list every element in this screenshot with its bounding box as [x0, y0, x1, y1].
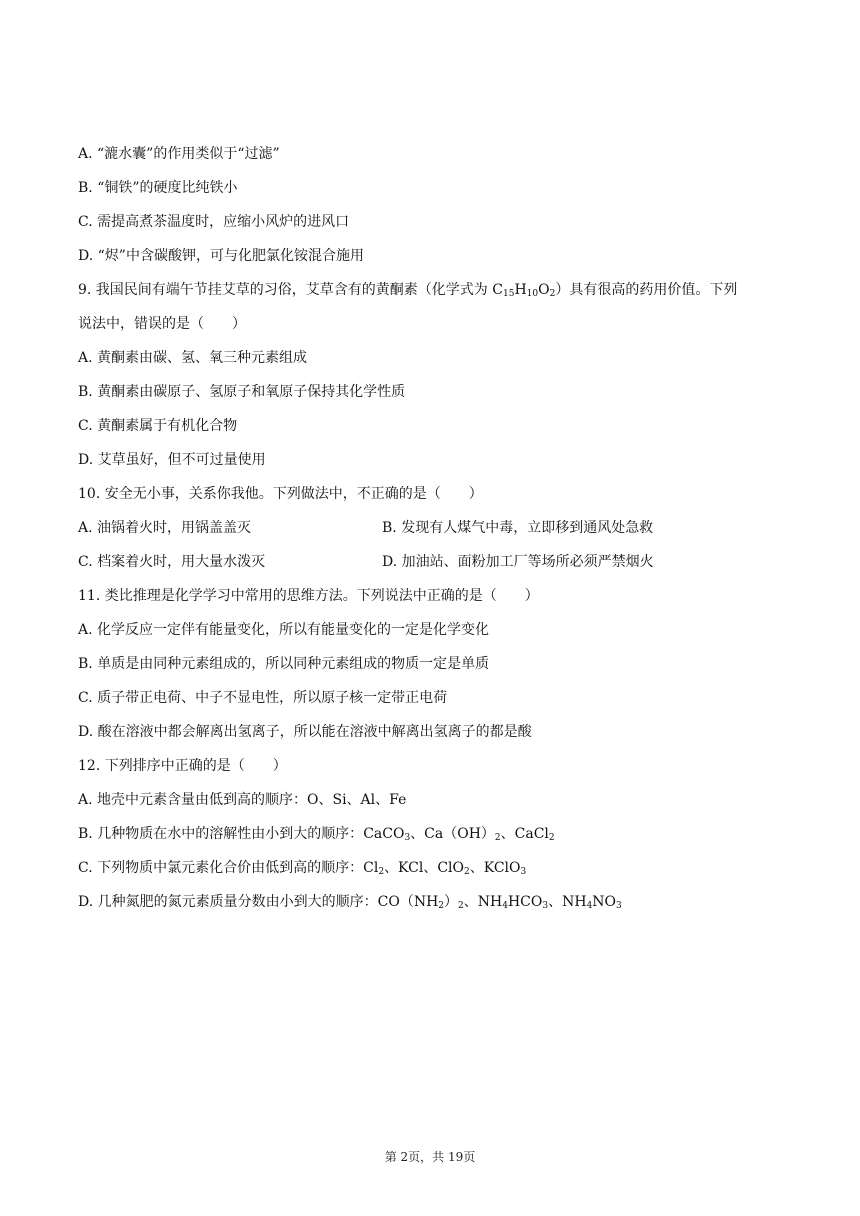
q11-option-b: B. 单质是由同种元素组成的，所以同种元素组成的物质一定是单质 [78, 656, 490, 672]
q9-formula: $C_{15}H_{10}O_2$ [492, 282, 556, 299]
page-footer: 第 2页，共 19页 [384, 1150, 476, 1164]
q9-stem-text-end: ）具有很高的药用价值。下列 [555, 282, 738, 298]
q10-option-c: C. 档案着火时，用大量水泼灭 [78, 554, 266, 570]
q9-option-c: C. 黄酮素属于有机化合物 [78, 418, 238, 434]
q10-option-a: A. 油锅着火时，用锅盖盖灭 [78, 520, 252, 536]
q11-option-d: D. 酸在溶液中都会解离出氢离子，所以能在溶液中解离出氢离子的都是酸 [78, 724, 532, 740]
q8-option-a: A. “漉水囊”的作用类似于“过滤” [78, 146, 280, 162]
q9-option-a: A. 黄酮素由碳、氢、氧三种元素组成 [78, 350, 308, 366]
q12-option-d: D. 几种氮肥的氮元素质量分数由小到大的顺序：$CO(NH_2)_2$、$NH_4HCO_3$、$NH_4NO_3$ [78, 894, 622, 911]
q10-option-b: B. 发现有人煤气中毒，立即移到通风处急救 [382, 520, 654, 536]
q12-option-a: A. 地壳中元素含量由低到高的顺序：O、Si、Al、Fe [78, 792, 407, 808]
q10-stem: 10. 安全无小事，关系你我他。下列做法中，不正确的是（ ） [78, 486, 483, 502]
q9-option-d: D. 艾草虽好，但不可过量使用 [78, 452, 266, 468]
q11-option-a: A. 化学反应一定伴有能量变化，所以有能量变化的一定是化学变化 [78, 622, 490, 638]
q9-stem-line1 [78, 280, 737, 300]
q9-stem-line2: 说法中，错误的是（ ） [78, 316, 246, 332]
q10-option-d: D. 加油站、面粉加工厂等场所必须严禁烟火 [382, 554, 654, 570]
q11-option-c: C. 质子带正电荷、中子不显电性，所以原子核一定带正电荷 [78, 690, 448, 706]
q12-stem: 12. 下列排序中正确的是（ ） [78, 758, 287, 774]
q9-stem-text: 9. 我国民间有端午节挂艾草的习俗，艾草含有的黄酮素（化学式为 [78, 282, 493, 298]
q12-option-c: C. 下列物质中氯元素化合价由低到高的顺序：$Cl_2$、KCl、ClO$_2$、KClO$_3$ [78, 860, 527, 877]
q12-option-b: B. 几种物质在水中的溶解性由小到大的顺序：CaCO$_3$、$Ca(OH)_2$、CaCl$_2$ [78, 826, 555, 843]
q8-option-b: B. “铜铁”的硬度比纯铁小 [78, 180, 238, 196]
q8-option-c: C. 需提高煮茶温度时，应缩小风炉的进风口 [78, 214, 350, 230]
q8-option-d: D. “烬”中含碳酸钾，可与化肥氯化铵混合施用 [78, 248, 364, 264]
q9-option-b: B. 黄酮素由碳原子、氢原子和氧原子保持其化学性质 [78, 384, 406, 400]
q11-stem: 11. 类比推理是化学学习中常用的思维方法。下列说法中正确的是（ ） [78, 588, 539, 604]
